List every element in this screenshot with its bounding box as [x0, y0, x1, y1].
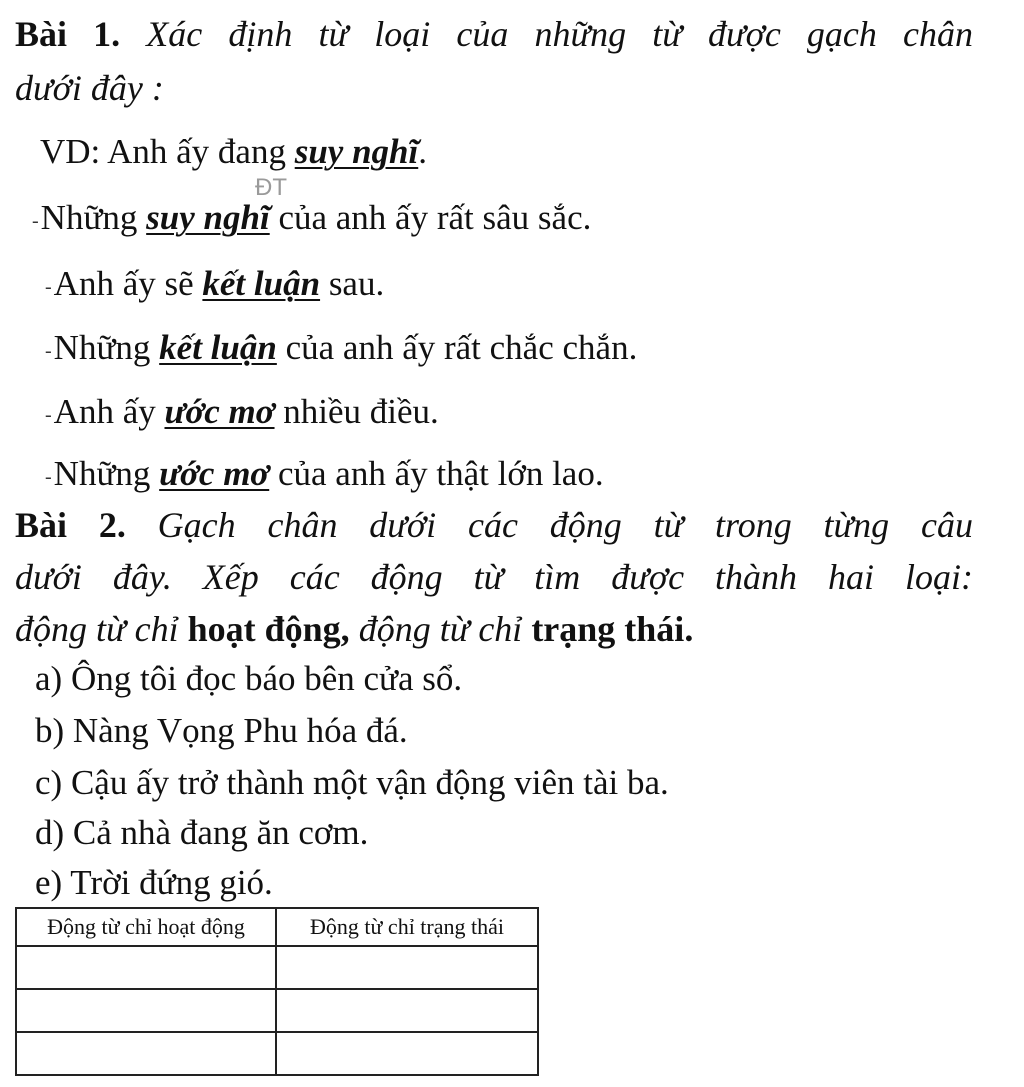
bai1-label: Bài 1.: [15, 14, 121, 54]
item-underlined-word: ước mơ: [159, 454, 270, 493]
sentence-d: d) Cả nhà đang ăn cơm.: [35, 813, 369, 852]
item-text-post: của anh ấy thật lớn lao.: [269, 454, 604, 493]
sentence-e: e) Trời đứng gió.: [35, 863, 273, 902]
bai2-instruction-3b: hoạt động,: [187, 609, 350, 649]
item-text-post: của anh ấy rất sâu sắc.: [269, 198, 592, 237]
table-row: [16, 946, 538, 989]
bai1-item-1: [32, 196, 591, 243]
bai1-heading-line1: [15, 12, 973, 56]
table-row: [16, 989, 538, 1032]
answer-table: [15, 907, 539, 1076]
bullet-dash: -: [45, 339, 52, 362]
bai2-heading-line3: [15, 607, 693, 651]
bai2-heading-line2: dưới đây. Xếp các động từ tìm được thành hai loại:: [15, 557, 973, 597]
item-underlined-word: kết luận: [202, 264, 321, 303]
bai1-heading-line2: dưới đây :: [15, 68, 164, 108]
table-row: [16, 1032, 538, 1075]
example-answer-hint: ĐT: [255, 174, 287, 201]
bullet-dash: -: [32, 209, 39, 232]
item-text-pre: Anh ấy: [53, 392, 165, 431]
item-text-post: sau.: [320, 264, 385, 303]
bullet-dash: -: [45, 275, 52, 298]
example-text-pre: VD: Anh ấy đang: [40, 132, 295, 171]
item-text-pre: Những: [53, 328, 160, 367]
item-underlined-word: kết luận: [159, 328, 277, 367]
bullet-dash: -: [45, 403, 52, 426]
bai2-instruction-3c: động từ chỉ: [349, 609, 532, 649]
item-underlined-word: suy nghĩ: [146, 198, 270, 237]
bai1-item-2: [45, 262, 384, 309]
bullet-dash: -: [45, 465, 52, 488]
table-header-row: [16, 908, 538, 946]
answer-cell[interactable]: [276, 946, 538, 989]
bai1-instruction: Xác định từ loại của những từ được gạch chân: [146, 14, 973, 54]
header-activity-verbs: Động từ chỉ hoạt động: [16, 908, 276, 946]
answer-cell[interactable]: [16, 946, 276, 989]
answer-cell[interactable]: [16, 989, 276, 1032]
sentence-c: c) Cậu ấy trở thành một vận động viên tài ba.: [35, 763, 669, 802]
item-underlined-word: ước mơ: [164, 392, 275, 431]
answer-cell[interactable]: [276, 989, 538, 1032]
bai2-label: Bài 2.: [15, 505, 126, 545]
item-text-post: của anh ấy rất chắc chắn.: [276, 328, 638, 367]
sentence-b: b) Nàng Vọng Phu hóa đá.: [35, 711, 408, 750]
answer-cell[interactable]: [276, 1032, 538, 1075]
bai2-instruction-3a: động từ chỉ: [15, 609, 188, 649]
item-text-post: nhiều điều.: [274, 392, 439, 431]
item-text-pre: Những: [40, 198, 147, 237]
bai2-heading-line1: [15, 503, 973, 547]
header-state-verbs: Động từ chỉ trạng thái: [276, 908, 538, 946]
bai1-item-4: [45, 390, 439, 437]
bai1-item-5: [45, 452, 604, 499]
example-text-post: .: [418, 132, 427, 171]
bai1-example: [40, 130, 427, 174]
bai2-instruction-3d: trạng thái.: [531, 609, 694, 649]
bai2-instruction-1: Gạch chân dưới các động từ trong từng câu: [157, 505, 973, 545]
item-text-pre: Những: [53, 454, 160, 493]
answer-cell[interactable]: [16, 1032, 276, 1075]
sentence-a: a) Ông tôi đọc báo bên cửa sổ.: [35, 659, 463, 698]
example-underlined-word: suy nghĩ: [294, 132, 419, 171]
item-text-pre: Anh ấy sẽ: [53, 264, 203, 303]
bai1-item-3: [45, 326, 637, 373]
